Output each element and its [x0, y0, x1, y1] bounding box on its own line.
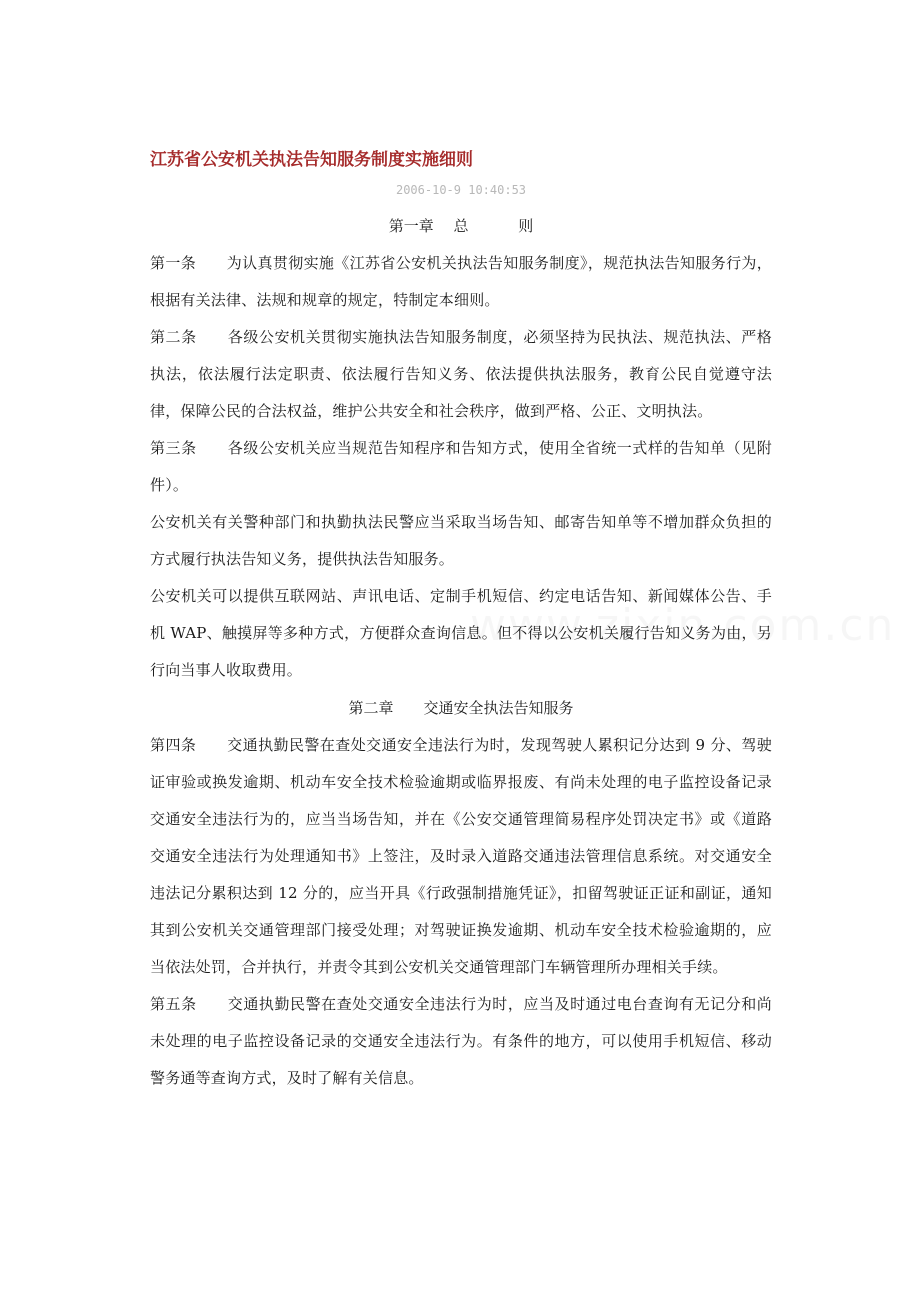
chapter-1 [150, 207, 772, 689]
article-1 [150, 245, 772, 319]
article-text: 公安机关可以提供互联网站、声讯电话、定制手机短信、约定电话告知、新闻媒体公告、手机 WAP、触摸屏等多种方式，方便群众查询信息。但不得以公安机关履行告知义务为由，另行向当事人收取费用。 [150, 587, 772, 679]
article-text: 各级公安机关应当规范告知程序和告知方式，使用全省统一式样的告知单（见附件）。 [150, 439, 772, 494]
article-number: 第一条 [150, 254, 227, 272]
article-text: 公安机关有关警种部门和执勤执法民警应当采取当场告知、邮寄告知单等不增加群众负担的方式履行执法告知义务，提供执法告知服务。 [150, 513, 772, 568]
article-number: 第四条 [150, 736, 228, 754]
chapter-heading: 第二章 交通安全执法告知服务 [348, 699, 574, 717]
article-4 [150, 727, 772, 986]
publish-date: 2006-10-9 10:40:53 [395, 183, 527, 197]
article-3-paragraph-2 [150, 504, 772, 578]
article-5 [150, 986, 772, 1097]
article-3-paragraph-3 [150, 578, 772, 689]
article-number: 第五条 [150, 995, 228, 1013]
article-2 [150, 319, 772, 430]
document-body [150, 148, 772, 1097]
article-number: 第三条 [150, 439, 228, 457]
article-text: 交通执勤民警在查处交通安全违法行为时，发现驾驶人累积记分达到 9 分、驾驶证审验或换发逾期、机动车安全技术检验逾期或临界报废、有尚未处理的电子监控设备记录交通安全违法行为的，应当当场告知，并在《公安交通管理简易程序处罚决定书》或《道路交通安全违法行为处理通知书》上签注，及时录入道路交通违法管理信息系统。对交通安全违法记分累积达到 12 分的，应当开具《行政强制措施凭证》，扣留驾驶证正证和副证，通知其到公安机关交通管理部门接受处理；对驾驶证换发逾期、机动车安全技术检验逾期的，应当依法处罚，合并执行，并责令其到公安机关交通管理部门车辆管理所办理相关手续。 [150, 736, 772, 976]
document-title: 江苏省公安机关执法告知服务制度实施细则 [150, 150, 473, 170]
article-text: 为认真贯彻实施《江苏省公安机关执法告知服务制度》，规范执法告知服务行为，根据有关法律、法规和规章的规定，特制定本细则。 [150, 254, 772, 309]
article-number: 第二条 [150, 328, 228, 346]
article-text: 各级公安机关贯彻实施执法告知服务制度，必须坚持为民执法、规范执法、严格执法，依法履行法定职责、依法履行告知义务、依法提供执法服务，教育公民自觉遵守法律，保障公民的合法权益，维护公共安全和社会秩序，做到严格、公正、文明执法。 [150, 328, 772, 420]
article-text: 交通执勤民警在查处交通安全违法行为时，应当及时通过电台查询有无记分和尚未处理的电子监控设备记录的交通安全违法行为。有条件的地方，可以使用手机短信、移动警务通等查询方式，及时了解有关信息。 [150, 995, 772, 1087]
chapter-heading: 第一章 总 则 [388, 217, 534, 235]
article-3 [150, 430, 772, 504]
chapter-2 [150, 689, 772, 1097]
